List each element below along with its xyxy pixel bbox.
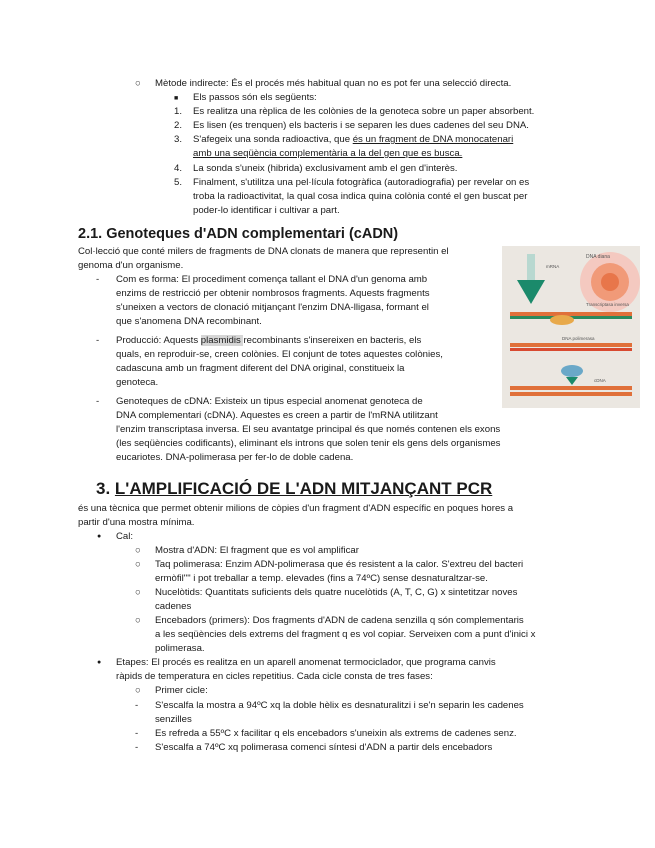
- paragraph-text: és una tècnica que permet obtenir milions de còpies d'un fragment d'ADN específic en poques hores a: [78, 503, 514, 514]
- list-text: que s'anomena DNA recombinant.: [116, 316, 262, 327]
- step-number: 4.: [174, 163, 183, 174]
- list-text: eucariotes. DNA-polimerasa per fer-lo de doble cadena.: [116, 452, 354, 463]
- cdna-diagram-figure: [502, 246, 640, 408]
- list-text: Producció: Aquests plasmidis recombinants s'insereixen en bacteris, els: [116, 335, 422, 346]
- figure-label: DNA diana: [586, 254, 610, 260]
- step-text: La sonda s'uneix (hibrida) exclusivament amb el gen d'interès.: [193, 163, 458, 174]
- list-text: cadascuna amb un fragment diferent del DNA original, constitueix la: [116, 363, 405, 374]
- list-text: polimerasa.: [155, 643, 205, 654]
- steps-label: Els passos són els següents:: [193, 92, 317, 103]
- step-number: 5.: [174, 177, 183, 188]
- circle-bullet: ○: [135, 615, 141, 626]
- list-text: DNA complementari (cDNA). Aquestes es creen a partir de l'mRNA utilitzant: [116, 410, 438, 421]
- step-text-underlined: amb una seqüència complementària a la del gen que es busca.: [193, 148, 463, 159]
- figure-label: mRNA: [546, 264, 560, 269]
- list-text: cadenes: [155, 601, 192, 612]
- dot-bullet: ●: [97, 533, 102, 540]
- list-text: Genoteques de cDNA: Existeix un tipus especial anomenat genoteca de: [116, 396, 423, 407]
- figure-label: DNA polimerasa: [562, 336, 595, 341]
- list-text: l'enzim transcriptasa inversa. El seu avantatge principal és que només contenen els exons: [116, 424, 501, 435]
- circle-bullet: ○: [135, 559, 141, 570]
- chapter-heading: 3. L'AMPLIFICACIÓ DE L'ADN MITJANÇANT PCR: [96, 479, 493, 498]
- dash-bullet: -: [96, 396, 100, 407]
- list-text: a les seqüències dels extrems del fragment q es vol copiar. Serveixen com a punt d'inici x: [155, 629, 536, 640]
- list-text: ermòfil"" i pot treballar a temp. elevades (fins a 74ºC) sense desnaturaltzar-se.: [155, 573, 488, 584]
- square-bullet: ■: [174, 95, 179, 102]
- list-text: enzims de restricció per obtenir nombrosos fragments. Aquests fragments: [116, 288, 430, 299]
- figure-label: cDNA: [594, 378, 606, 383]
- dash-bullet: -: [135, 742, 139, 753]
- dash-bullet: -: [135, 728, 139, 739]
- list-text: S'escalfa a 74ºC xq polimerasa comenci síntesi d'ADN a partir dels encebadors: [155, 742, 493, 753]
- step-text: S'afegeix una sonda radioactiva, que és un fragment de DNA monocatenari: [193, 134, 514, 145]
- list-text: Mostra d'ADN: El fragment que es vol amplificar: [155, 545, 359, 556]
- paragraph-text: partir d'una mostra mínima.: [78, 517, 195, 528]
- dot-bullet: ●: [97, 659, 102, 666]
- circle-bullet: ○: [135, 78, 141, 89]
- list-text: s'uneixen a vectors de clonació mitjançant l'enzim DNA-lligasa, formant el: [116, 302, 429, 313]
- section-heading: 2.1. Genoteques d'ADN complementari (cADN): [78, 226, 399, 242]
- step-number: 1.: [174, 106, 183, 117]
- list-label: Cal:: [116, 531, 134, 542]
- list-text: Taq polimerasa: Enzim ADN-polimerasa que és resistent a la calor. S'extreu del bacteri: [155, 559, 524, 570]
- step-text: Finalment, s'utilitza una pel·lícula fotogràfica (autoradiografia) per revelar on es: [193, 177, 530, 188]
- list-text: Primer cicle:: [155, 685, 208, 696]
- step-number: 3.: [174, 134, 183, 145]
- list-text: (les seqüències codificants), eliminant els introns que solen tenir els gens dels organismes: [116, 438, 501, 449]
- step-number: 2.: [174, 120, 183, 131]
- step-text: Es lisen (es trenquen) els bacteris i se separen les dues cadenes del seu DNA.: [193, 120, 529, 131]
- indirect-method-text: Mètode indirecte: És el procés més habitual quan no es pot fer una selecció directa.: [155, 78, 512, 89]
- step-text: Es realitza una rèplica de les colònies de la genoteca sobre un paper absorbent.: [193, 106, 535, 117]
- dash-bullet: -: [135, 700, 139, 711]
- list-text: Com es forma: El procediment comença tallant el DNA d'un genoma amb: [116, 274, 428, 285]
- step-text: troba la radioactivitat, la qual cosa indica quina colònia conté el gen buscat per: [193, 191, 528, 202]
- step-text: poder-lo identificar i cultivar a part.: [193, 205, 340, 216]
- list-text: Etapes: El procés es realitza en un aparell anomenat termociclador, que programa canvis: [116, 657, 496, 668]
- list-text: Encebadors (primers): Dos fragments d'ADN de cadena senzilla q són complementaris: [155, 615, 524, 626]
- paragraph-text: genoma d'un organisme.: [78, 260, 184, 271]
- cdna-diagram: [502, 246, 640, 408]
- dash-bullet: -: [96, 335, 100, 346]
- paragraph-text: Col·lecció que conté milers de fragments de DNA clonats de manera que representin el: [78, 246, 449, 257]
- list-text: Es refreda a 55ºC x facilitar q els encebadors s'uneixin als extrems de cadenes senz.: [155, 728, 517, 739]
- highlighted-word: plasmidis: [200, 335, 244, 346]
- dash-bullet: -: [96, 274, 100, 285]
- list-text: quals, en reproduir-se, creen colònies. El conjunt de totes aquestes colònies,: [116, 349, 443, 360]
- list-text: Nucelòtids: Quantitats suficients dels quatre nucelòtids (A, T, C, G) x sintetitzar noves: [155, 587, 518, 598]
- circle-bullet: ○: [135, 685, 141, 696]
- circle-bullet: ○: [135, 545, 141, 556]
- figure-label: Transcriptasa inversa: [586, 302, 629, 307]
- list-text: ràpids de temperatura en cicles repetitius. Cada cicle consta de tres fases:: [116, 671, 433, 682]
- list-text: senzilles: [155, 714, 192, 725]
- list-text: genoteca.: [116, 377, 159, 388]
- list-text: S'escalfa la mostra a 94ºC xq la doble hèlix es desnaturalitzi i se'n separin les cadenes: [155, 700, 524, 711]
- circle-bullet: ○: [135, 587, 141, 598]
